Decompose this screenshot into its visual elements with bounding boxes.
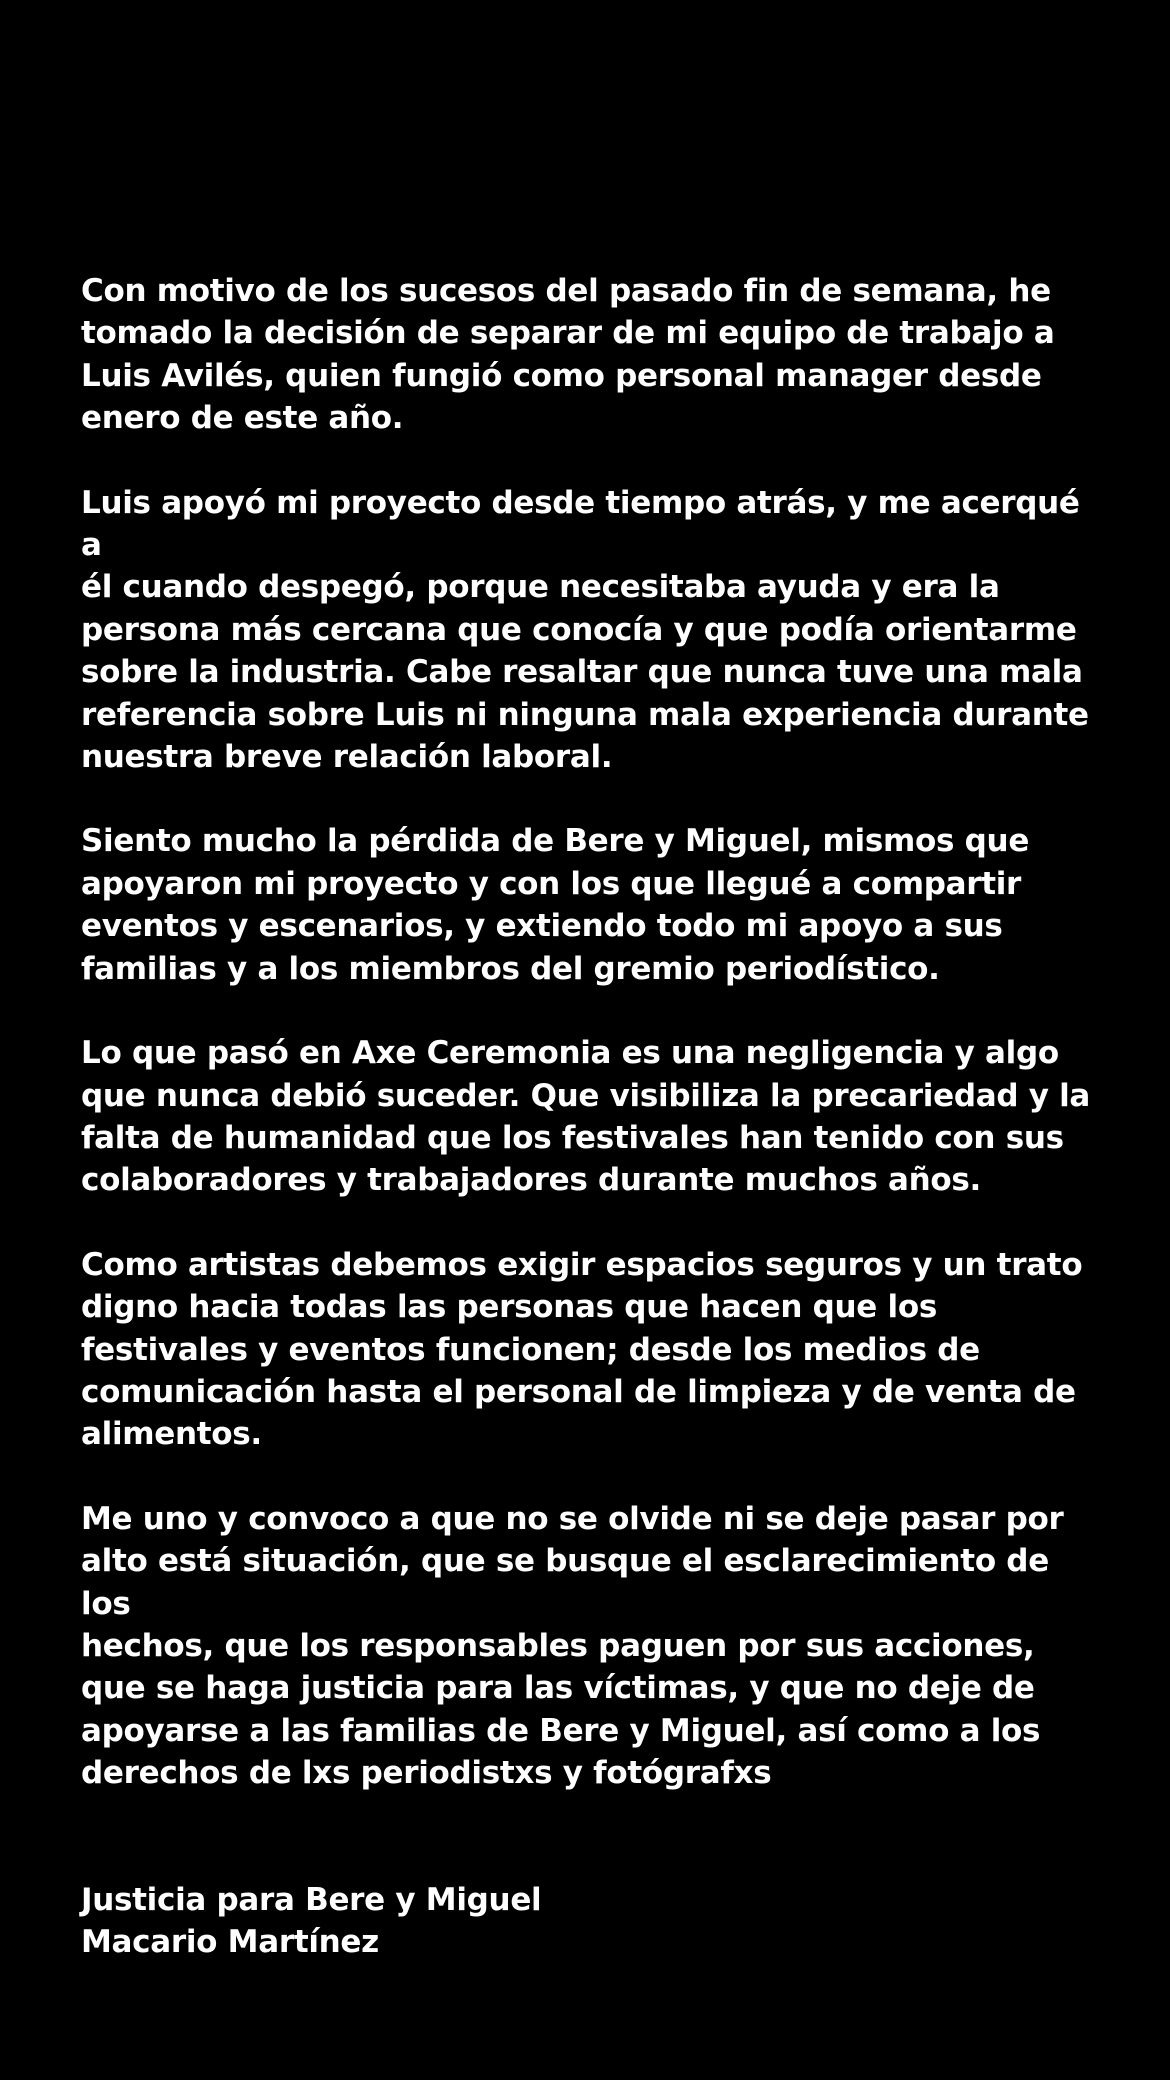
statement-paragraph-1: Con motivo de los sucesos del pasado fin de semana, he tomado la decisión de separar de mi equipo de trabajo a Luis Avilés, quien fungió como personal manager desde enero de este año. <box>81 273 1055 437</box>
statement-paragraph-4: Lo que pasó en Axe Ceremonia es una negligencia y algo que nunca debió suceder. Que visibiliza la precariedad y la falta de humanidad que los festivales han tenido con sus colaboradores y trabajadores durante muchos años. <box>81 1035 1091 1199</box>
statement-body <box>81 270 1101 1963</box>
author-name: Macario Martínez <box>81 1924 379 1960</box>
signature-block <box>81 1879 1101 1964</box>
statement-paragraph-6: Me uno y convoco a que no se olvide ni se deje pasar por alto está situación, que se busque el esclarecimiento de los hechos, que los responsables paguen por sus acciones, que se haga justicia para las víctimas, y que no deje de apoyarse a las familias de Bere y Miguel, así como a los derechos de lxs periodistxs y fotógrafxs <box>81 1500 1064 1792</box>
statement-paragraph-2: Luis apoyó mi proyecto desde tiempo atrás, y me acerqué a él cuando despegó, porque necesitaba ayuda y era la persona más cercana que conocía y que podía orientarme sobre la industria. Cabe resaltar que nunca tuve una mala referencia sobre Luis ni ninguna mala experiencia durante nuestra breve relación laboral. <box>81 484 1089 776</box>
justice-slogan: Justicia para Bere y Miguel <box>81 1881 542 1918</box>
statement-paragraph-3: Siento mucho la pérdida de Bere y Miguel, mismos que apoyaron mi proyecto y con los que llegué a compartir eventos y escenarios, y extiendo todo mi apoyo a sus familias y a los miembros del gremio periodístico. <box>81 823 1030 987</box>
statement-paragraph-5: Como artistas debemos exigir espacios seguros y un trato digno hacia todas las personas que hacen que los festivales y eventos funcionen; desde los medios de comunicación hasta el personal de limpieza y de venta de alimentos. <box>81 1246 1083 1453</box>
